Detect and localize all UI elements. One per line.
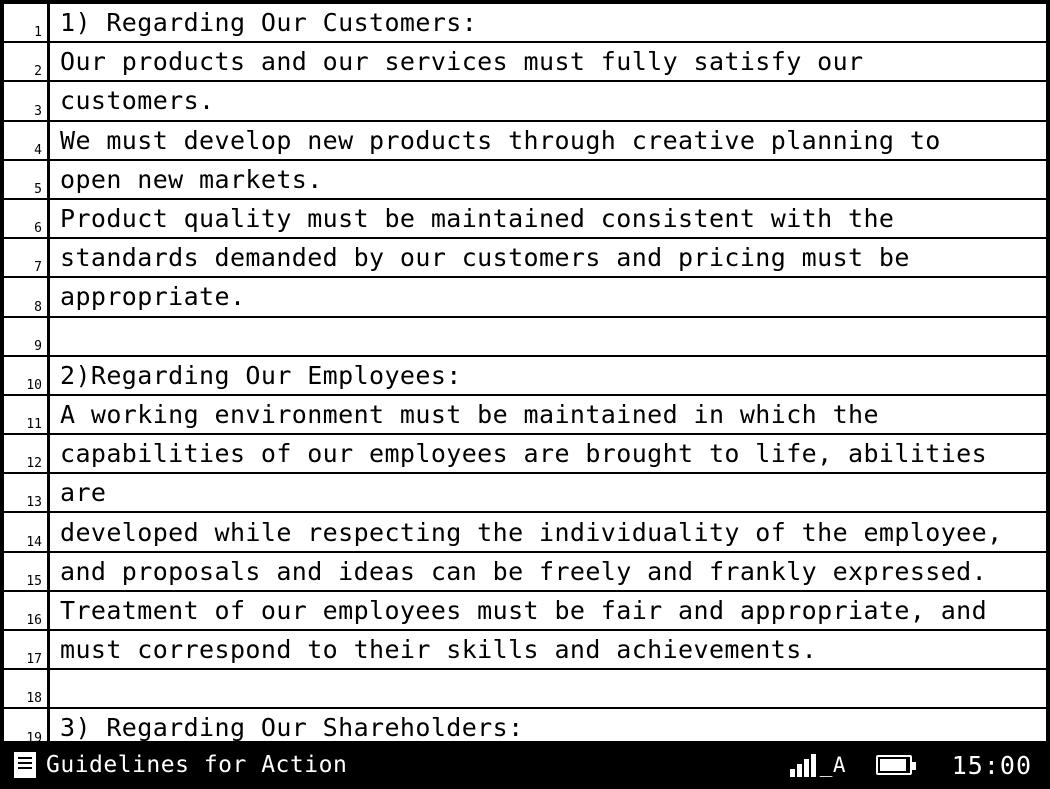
line-text: developed while respecting the individuality of the employee, — [60, 517, 1003, 547]
line-number: 17 — [4, 631, 50, 668]
line-text: standards demanded by our customers and pricing must be — [60, 243, 910, 273]
document-line — [4, 357, 1046, 396]
line-number: 5 — [4, 161, 50, 198]
line-text: A working environment must be maintained in which the — [60, 399, 879, 429]
status-bar-right — [790, 751, 1032, 780]
document-icon — [14, 752, 36, 778]
document-line — [4, 396, 1046, 435]
document-line — [4, 200, 1046, 239]
document-line — [4, 474, 1046, 513]
document-line — [4, 43, 1046, 82]
line-text: appropriate. — [60, 282, 246, 312]
document-line — [4, 513, 1046, 552]
status-bar — [0, 741, 1050, 789]
line-number: 3 — [4, 82, 50, 119]
line-text — [50, 670, 1046, 707]
line-text: Treatment of our employees must be fair and appropriate, and — [60, 595, 988, 625]
document-line — [4, 4, 1046, 43]
document-line — [4, 435, 1046, 474]
document-line — [4, 592, 1046, 631]
line-number: 19 — [4, 709, 50, 741]
line-text: We must develop new products through creative planning to — [60, 125, 941, 155]
line-text: capabilities of our employees are brought to life, abilities — [60, 439, 988, 469]
line-number: 7 — [4, 239, 50, 276]
document-title: Guidelines for Action — [46, 752, 348, 778]
document-line — [4, 239, 1046, 278]
line-number: 15 — [4, 553, 50, 590]
line-text: open new markets. — [60, 164, 323, 194]
document-line — [4, 670, 1046, 709]
document-line — [4, 631, 1046, 670]
line-number: 8 — [4, 278, 50, 315]
line-text: must correspond to their skills and achievements. — [60, 635, 818, 665]
document-line — [4, 318, 1046, 357]
line-number: 12 — [4, 435, 50, 472]
line-number: 16 — [4, 592, 50, 629]
document-line — [4, 82, 1046, 121]
line-number: 14 — [4, 513, 50, 550]
document-line — [4, 709, 1046, 741]
line-text: are — [60, 478, 107, 508]
line-number: 18 — [4, 670, 50, 707]
document-body[interactable] — [4, 4, 1046, 741]
line-number: 10 — [4, 357, 50, 394]
line-number: 11 — [4, 396, 50, 433]
document-line — [4, 161, 1046, 200]
line-text — [50, 318, 1046, 355]
line-text: customers. — [60, 86, 215, 116]
network-label: _A — [819, 753, 846, 777]
document-screen — [4, 4, 1046, 741]
line-number: 13 — [4, 474, 50, 511]
line-number: 4 — [4, 122, 50, 159]
clock: 15:00 — [951, 750, 1032, 780]
document-line — [4, 122, 1046, 161]
line-number: 2 — [4, 43, 50, 80]
line-number: 6 — [4, 200, 50, 237]
line-text: and proposals and ideas can be freely and frankly expressed. — [60, 556, 988, 586]
line-text: 3) Regarding Our Shareholders: — [60, 713, 524, 741]
line-text: 1) Regarding Our Customers: — [60, 8, 478, 38]
status-bar-left — [14, 752, 790, 778]
line-number: 1 — [4, 4, 50, 41]
line-text: Product quality must be maintained consistent with the — [60, 204, 895, 234]
signal-strength-icon — [790, 753, 846, 777]
line-number: 9 — [4, 318, 50, 355]
document-line — [4, 278, 1046, 317]
line-text: Our products and our services must fully satisfy our — [60, 47, 864, 77]
battery-icon — [876, 755, 912, 775]
line-text: 2)Regarding Our Employees: — [60, 360, 462, 390]
document-line — [4, 553, 1046, 592]
